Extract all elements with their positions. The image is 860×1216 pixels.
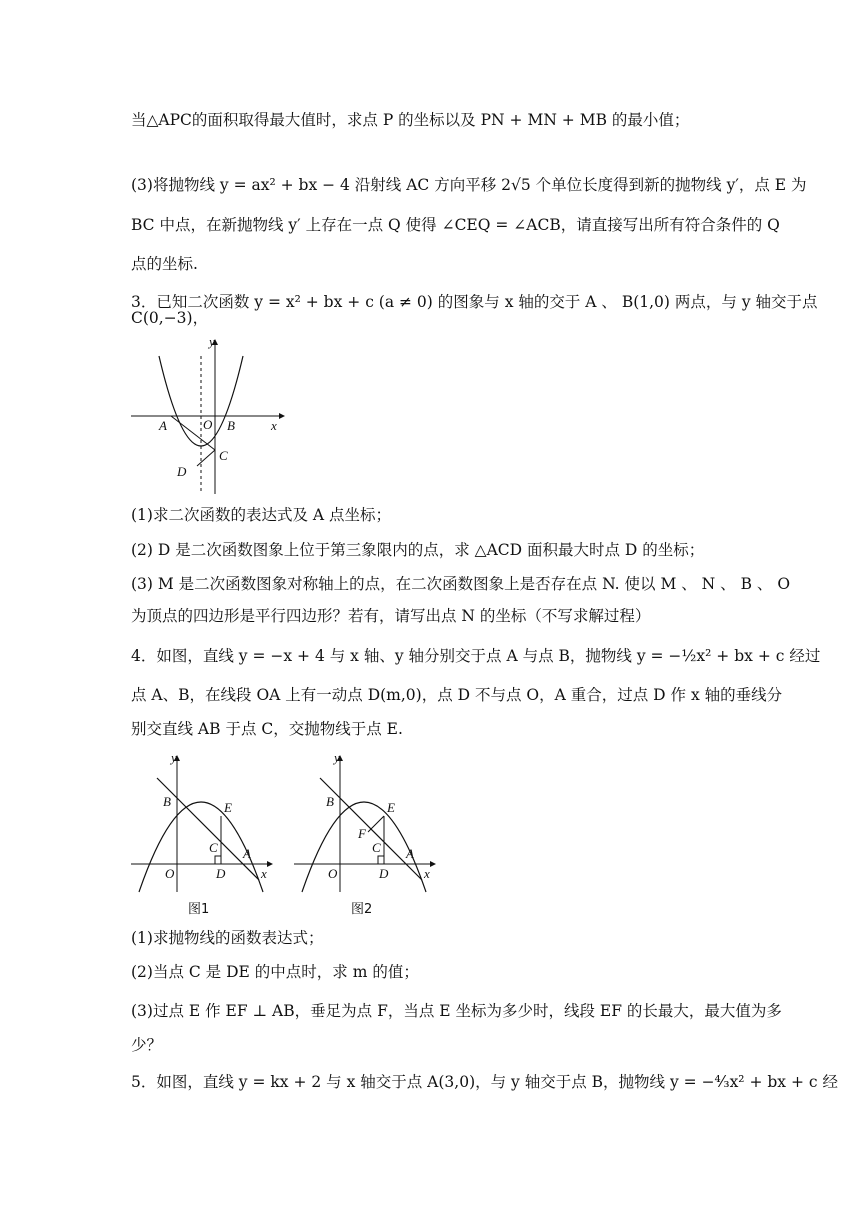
text-line-16: (3)过点 E 作 EF ⊥ AB，垂足为点 F，当点 E 坐标为多少时，线段 EF 的长最大，最大值为多 [131,1002,782,1020]
fig1-label-B: B [227,418,235,433]
fig1-label-x: x [271,418,277,433]
text-line-11: 4．如图，直线 y = −x + 4 与 x 轴、y 轴分别交于点 A 与点 B，抛物线 y = −½x² + bx + c 经过 [131,647,821,665]
fig2-label-E: E [224,800,232,815]
fig3-label-E: E [387,800,395,815]
fig2-label-D: D [216,866,226,881]
fig2-caption: 图1 [188,902,210,917]
text-line-8: (2) D 是二次函数图象上位于第三象限内的点，求 △ACD 面积最大时点 D 的坐标； [131,541,705,559]
fig1-label-O: O [203,417,213,432]
fig1-label-y: y [209,334,215,349]
fig3-label-D: D [379,866,389,881]
fig2-label-y: y [171,750,177,765]
text-line-4: 点的坐标. [131,255,198,273]
text-line-13: 别交直线 AB 于点 C，交抛物线于点 E. [131,720,403,738]
text-line-7: (1)求二次函数的表达式及 A 点坐标； [131,506,392,524]
text-line-14: (1)求抛物线的函数表达式； [131,929,324,947]
figure-q3-parabola [131,336,291,496]
fig2-label-B: B [163,794,171,809]
fig3-label-C: C [372,840,381,855]
fig1-label-D: D [177,464,187,479]
fig3-label-y: y [334,750,340,765]
fig3-caption: 图2 [351,902,373,917]
fig3-label-F: F [358,826,366,841]
fig3-label-O: O [328,866,338,881]
fig1-label-C: C [219,448,228,463]
text-line-17: 少？ [131,1036,163,1054]
fig3-label-x: x [424,866,430,881]
fig2-label-C: C [209,840,218,855]
fig1-label-A: A [159,418,167,433]
text-line-2: (3)将抛物线 y = ax² + bx − 4 沿射线 AC 方向平移 2√5 个单位长度得到新的抛物线 y′，点 E 为 [131,176,807,194]
figure-q4-fig2 [294,752,444,922]
text-line-5: 3．已知二次函数 y = x² + bx + c (a ≠ 0) 的图象与 x 轴的交于 A 、 B(1,0) 两点，与 y 轴交于点 [131,293,818,311]
fig2-label-O: O [165,866,175,881]
text-line-18: 5．如图，直线 y = kx + 2 与 x 轴交于点 A(3,0)，与 y 轴交于点 B，抛物线 y = −⁴⁄₃x² + bx + c 经 [131,1073,838,1091]
text-line-12: 点 A、B，在线段 OA 上有一动点 D(m,0)，点 D 不与点 O，A 重合，过点 D 作 x 轴的垂线分 [131,686,783,704]
text-line-1: 当△APC的面积取得最大值时，求点 P 的坐标以及 PN + MN + MB 的最小值； [131,111,690,129]
fig3-label-A: A [406,846,414,861]
text-line-6: C(0,−3)， [131,309,209,327]
text-line-10: 为顶点的四边形是平行四边形？若有，请写出点 N 的坐标（不写求解过程） [131,607,651,625]
figure-q4-fig1 [131,752,281,922]
fig3-label-B: B [326,794,334,809]
text-line-15: (2)当点 C 是 DE 的中点时，求 m 的值； [131,963,419,981]
text-line-9: (3) M 是二次函数图象对称轴上的点，在二次函数图象上是否存在点 N. 使以 M 、 N 、 B 、 O [131,575,791,593]
text-line-3: BC 中点，在新抛物线 y′ 上存在一点 Q 使得 ∠CEQ = ∠ACB，请直接写出所有符合条件的 Q [131,216,780,234]
fig2-label-A: A [243,846,251,861]
fig2-label-x: x [261,866,267,881]
